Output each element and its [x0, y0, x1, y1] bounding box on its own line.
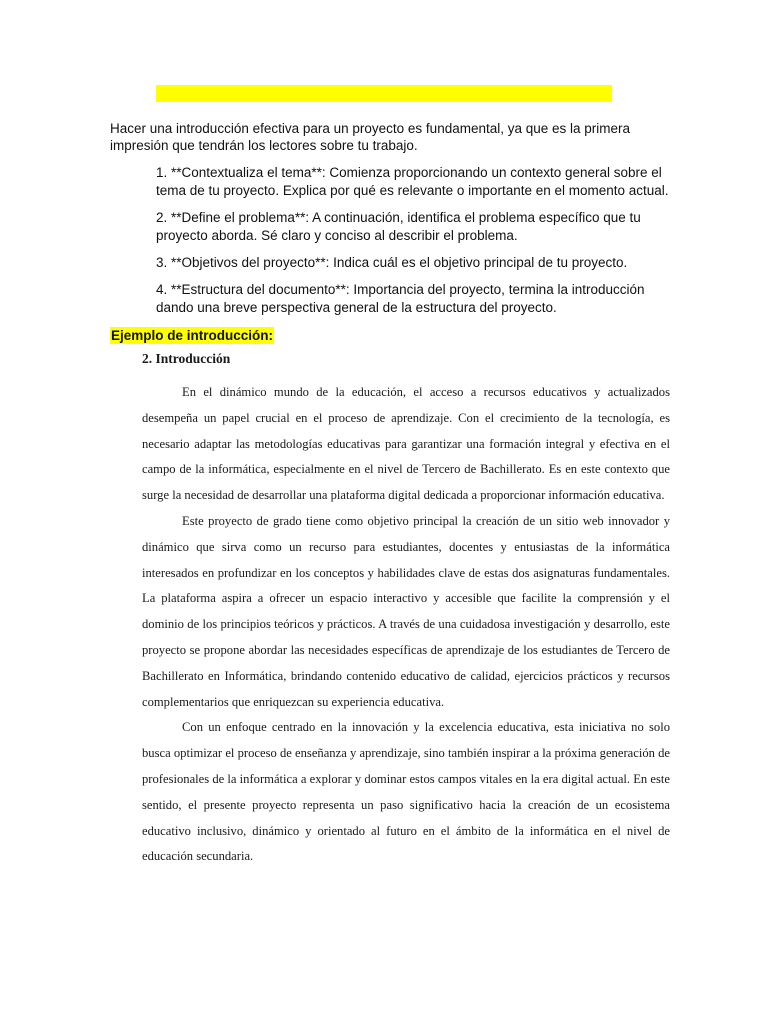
example-label: Ejemplo de introducción: [111, 328, 274, 343]
excerpt-paragraph: Con un enfoque centrado en la innovación y la excelencia educativa, esta iniciativa no solo busca optimizar el proceso de enseñanza y aprendizaje, sino también inspirar a la próxima generación de profesionales de la informática a explorar y dominar estos campos vitales en la era digital actual. En este sentido, el presente proyecto representa un paso significativo hacia la creación de un ecosistema educativo inclusivo, dinámico y orientado al futuro en el ámbito de la informática en el nivel de educación secundaria. [142, 720, 670, 864]
intro-paragraph: Hacer una introducción efectiva para un proyecto es fundamental, ya que es la primera impresión que tendrán los lectores sobre tu trabajo. [110, 121, 631, 153]
title-highlight-bar [156, 85, 612, 102]
example-excerpt [142, 350, 670, 870]
step-item: 3. **Objetivos del proyecto**: Indica cuál es el objetivo principal de tu proyecto. [156, 255, 628, 270]
excerpt-heading: 2. Introducción [142, 351, 231, 366]
step-item: 2. **Define el problema**: A continuación, identifica el problema específico que tu proyecto aborda. Sé claro y conciso al describir el problema. [156, 210, 641, 243]
step-item: 4. **Estructura del documento**: Importancia del proyecto, termina la introducción dando una breve perspectiva general de la estructura del proyecto. [156, 282, 645, 315]
step-item: 1. **Contextualiza el tema**: Comienza proporcionando un contexto general sobre el tema de tu proyecto. Explica por qué es relevante o importante en el momento actual. [156, 165, 669, 198]
steps-list [156, 164, 676, 326]
excerpt-paragraph: En el dinámico mundo de la educación, el acceso a recursos educativos y actualizados desempeña un papel crucial en el proceso de aprendizaje. Con el crecimiento de la tecnología, es necesario adaptar las metodologías educativas para garantizar una formación integral y efectiva en el campo de la informática, especialmente en el nivel de Tercero de Bachillerato. Es en este contexto que surge la necesidad de desarrollar una plataforma digital dedicada a proporcionar información educativa. [142, 385, 670, 503]
excerpt-paragraph: Este proyecto de grado tiene como objetivo principal la creación de un sitio web innovador y dinámico que sirva como un recurso para estudiantes, docentes y entusiastas de la informática interesados en profundizar en los conceptos y habilidades clave de estas dos asignaturas fundamentales. La plataforma aspira a ofrecer un espacio interactivo y accesible que facilite la comprensión y el dominio de los principios teóricos y prácticos. A través de una cuidadosa investigación y desarrollo, este proyecto se propone abordar las necesidades específicas de aprendizaje de los estudiantes de Tercero de Bachillerato en Informática, brindando contenido educativo de calidad, ejercicios prácticos y recursos complementarios que enriquezcan su experiencia educativa. [142, 513, 670, 709]
